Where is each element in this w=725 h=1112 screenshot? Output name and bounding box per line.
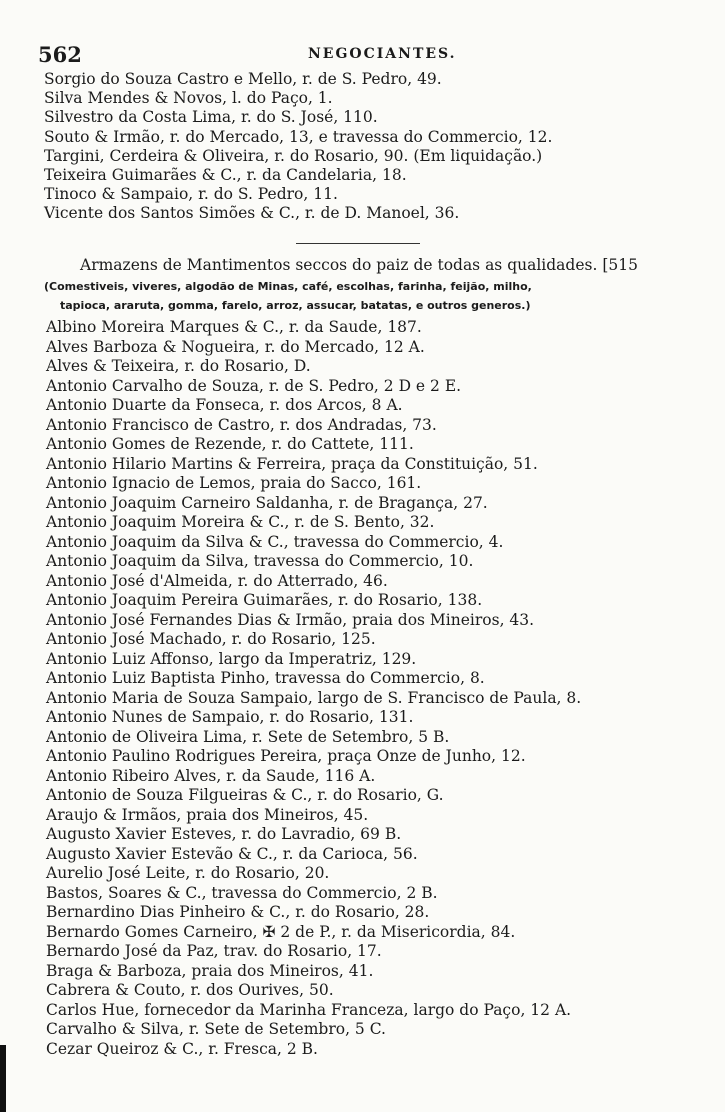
list-item: Antonio Ignacio de Lemos, praia do Sacco, 161. <box>46 474 422 492</box>
list-item: Vicente dos Santos Simões & C., r. de D. Manoel, 36. <box>44 204 460 223</box>
list-item: Antonio Joaquim Carneiro Saldanha, r. de Bragança, 27. <box>46 493 488 512</box>
list-item: Antonio Duarte da Fonseca, r. dos Arcos, 8 A. <box>46 396 403 414</box>
provisions-merchant-list <box>46 318 716 1059</box>
list-item: Silvestro da Costa Lima, r. do S. José, 110. <box>44 108 378 127</box>
list-item: Antonio Maria de Souza Sampaio, largo de S. Francisco de Paula, 8. <box>46 688 582 707</box>
section-description <box>44 277 694 315</box>
list-item: Aurelio José Leite, r. do Rosario, 20. <box>46 864 330 882</box>
page-number: 562 <box>38 42 82 67</box>
list-item: Braga & Barboza, praia dos Mineiros, 41. <box>46 961 374 980</box>
merchant-list-continued <box>44 70 714 224</box>
list-item: Souto & Irmão, r. do Mercado, 13, e travessa do Commercio, 12. <box>44 127 553 146</box>
list-item: Antonio Francisco de Castro, r. dos Andradas, 73. <box>46 415 437 434</box>
list-item: Teixeira Guimarães & C., r. da Candelaria, 18. <box>44 165 407 184</box>
list-item: Antonio Luiz Affonso, largo da Imperatriz, 129. <box>46 649 417 668</box>
list-item: Sorgio do Souza Castro e Mello, r. de S. Pedro, 49. <box>44 70 442 88</box>
list-item: Bernardo Gomes Carneiro, ✠ 2 de P., r. da Misericordia, 84. <box>46 922 516 941</box>
list-item: Antonio Carvalho de Souza, r. de S. Pedro, 2 D e 2 E. <box>46 376 462 395</box>
list-item: Antonio Gomes de Rezende, r. do Cattete, 111. <box>46 435 414 453</box>
list-item: Antonio Ribeiro Alves, r. da Saude, 116 A. <box>46 766 376 785</box>
list-item: Carlos Hue, fornecedor da Marinha Franceza, largo do Paço, 12 A. <box>46 1000 572 1019</box>
list-item: Antonio Joaquim Moreira & C., r. de S. Bento, 32. <box>46 513 435 531</box>
list-item: Augusto Xavier Estevão & C., r. da Carioca, 56. <box>46 844 418 863</box>
list-item: Antonio de Souza Filgueiras & C., r. do Rosario, G. <box>46 786 444 804</box>
list-item: Antonio Joaquim da Silva, travessa do Commercio, 10. <box>46 552 474 570</box>
list-item: Carvalho & Silva, r. Sete de Setembro, 5 C. <box>46 1020 386 1038</box>
list-item: Antonio Nunes de Sampaio, r. do Rosario, 131. <box>46 708 414 726</box>
list-item: Antonio José Fernandes Dias & Irmão, praia dos Mineiros, 43. <box>46 610 535 629</box>
list-item: Cabrera & Couto, r. dos Ourives, 50. <box>46 981 334 999</box>
list-item: Cezar Queiroz & C., r. Fresca, 2 B. <box>46 1039 318 1058</box>
list-item: Antonio de Oliveira Lima, r. Sete de Setembro, 5 B. <box>46 727 450 746</box>
list-item: Albino Moreira Marques & C., r. da Saude, 187. <box>46 318 422 336</box>
list-item: Antonio Luiz Baptista Pinho, travessa do Commercio, 8. <box>46 669 485 687</box>
page-header <box>38 42 678 68</box>
list-item: Silva Mendes & Novos, l. do Paço, 1. <box>44 89 333 108</box>
section-divider <box>296 243 420 244</box>
list-item: Antonio Joaquim da Silva & C., travessa do Commercio, 4. <box>46 532 504 551</box>
list-item: Bernardo José da Paz, trav. do Rosario, 17. <box>46 942 382 960</box>
list-item: Antonio Paulino Rodrigues Pereira, praça Onze de Junho, 12. <box>46 747 526 765</box>
section-description-line: tapioca, araruta, gomma, farelo, arroz, assucar, batatas, e outros generos.) <box>60 299 531 312</box>
list-item: Antonio José d'Almeida, r. do Atterrado, 46. <box>46 571 388 590</box>
running-head: NEGOCIANTES. <box>308 46 457 62</box>
scan-edge-mark <box>0 1045 6 1112</box>
list-item: Antonio Hilario Martins & Ferreira, praça da Constituição, 51. <box>46 454 538 473</box>
list-item: Targini, Cerdeira & Oliveira, r. do Rosario, 90. (Em liquidação.) <box>44 146 543 165</box>
list-item: Bastos, Soares & C., travessa do Commercio, 2 B. <box>46 883 438 902</box>
list-item: Antonio Joaquim Pereira Guimarães, r. do Rosario, 138. <box>46 591 483 609</box>
list-item: Bernardino Dias Pinheiro & C., r. do Rosario, 28. <box>46 903 430 921</box>
list-item: Alves Barboza & Nogueira, r. do Mercado, 12 A. <box>46 337 425 356</box>
list-item: Tinoco & Sampaio, r. do S. Pedro, 11. <box>44 185 338 204</box>
section-title: Armazens de Mantimentos seccos do paiz de todas as qualidades. [515 <box>80 256 638 274</box>
list-item: Alves & Teixeira, r. do Rosario, D. <box>46 357 311 375</box>
list-item: Augusto Xavier Esteves, r. do Lavradio, 69 B. <box>46 825 402 843</box>
section-description-line: (Comestiveis, viveres, algodão de Minas, café, escolhas, farinha, feijão, milho, <box>44 280 532 293</box>
list-item: Antonio José Machado, r. do Rosario, 125. <box>46 630 376 648</box>
list-item: Araujo & Irmãos, praia dos Mineiros, 45. <box>46 805 369 824</box>
